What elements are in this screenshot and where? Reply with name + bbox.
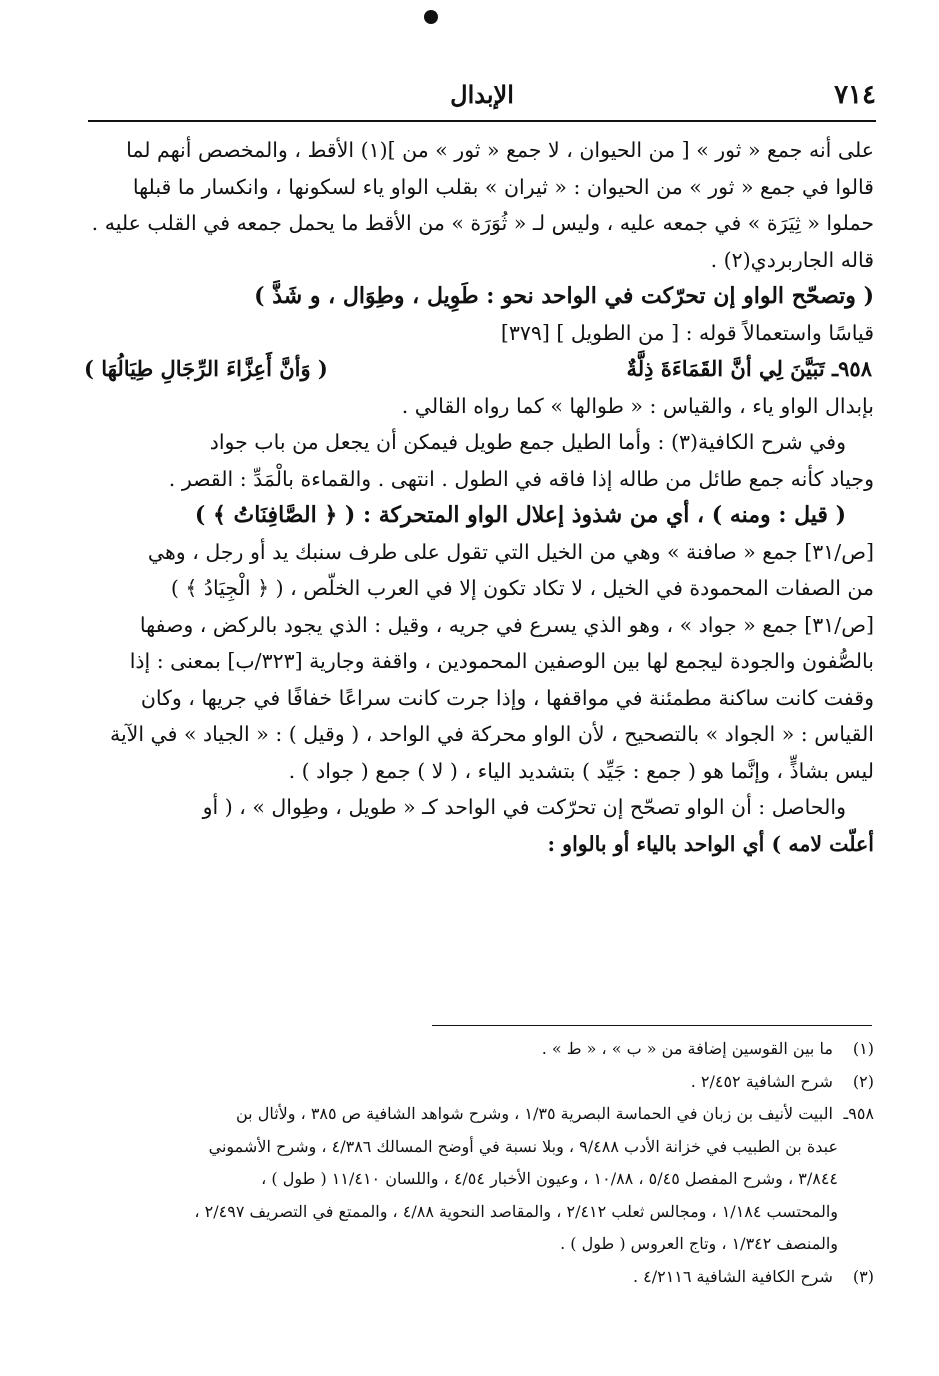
text-line: قاله الجاربردي(٢) . [710,247,874,272]
footnote-number: (٢) [852,1071,874,1091]
text-line: [ص/٣١] جمع « صافنة » وهي من الخيل التي تقول على طرف سنبك يد أو رجل ، وهي [147,539,874,564]
text-line: بالصُّفون والجودة ليجمع لها بين الوصفين المحمودين ، واقفة وجارية [٣٢٣/ب] بمعنى : إذا [129,649,874,673]
footnote-number: ٩٥٨ـ [843,1104,874,1123]
footnote [84,1261,874,1294]
header-rule [88,120,876,122]
text-line: القياس : « الجواد » بالتصحيح ، لأن الواو محركة في الواحد ، ( وقيل ) : « الجياد » في الآية [109,722,874,746]
footnote-continuation [84,1131,874,1164]
footnote-rule [432,1025,872,1026]
text-line: أعلّت لامه ) أي الواحد بالياء أو بالواو : [547,831,874,856]
footnote [84,1098,874,1131]
text-line: بإبدال الواو ياء ، والقياس : « طوالها » كما رواه القالي . [401,393,874,418]
footnote-continuation [84,1163,874,1196]
footnote-text: شرح الشافية ٢/٤٥٢ . [690,1071,833,1091]
footnote-continuation [84,1228,874,1261]
text-line: [ص/٣١] جمع « جواد » ، وهو الذي يسرع في جريه ، وقيل : الذي يجود بالركض ، وصفها [139,612,874,637]
text-line: على أنه جمع « ثور » [ من الحيوان ، لا جمع « ثور » من ](١) الأقط ، والمخصص أنهم لما [126,138,874,162]
footnote-text: والمنصف ١/٣٤٢ ، وتاج العروس ( طول ) . [560,1234,838,1253]
footnote-text: البيت لأنيف بن زبان في الحماسة البصرية ١/٣٥ ، وشرح شواهد الشافية ص ٣٨٥ ، ولأثال بن [235,1104,833,1123]
page-number: ٧١٤ [834,80,876,110]
verse-second-hemistich: ( وَأنَّ أَعِزَّاءَ الرِّجَالِ طِيَالُهَا ) [84,356,328,381]
poetry-verse [84,351,874,388]
footnote-number: (٣) [852,1266,874,1286]
footnote-text: عبدة بن الطبيب في خزانة الأدب ٩/٤٨٨ ، وبلا نسبة في أوضح المسالك ٤/٣٨٦ ، وشرح الأشموني [208,1136,838,1156]
footnote [84,1066,874,1099]
top-dot-mark [424,10,438,24]
matn-line: ( وتصحّح الواو إن تحرّكت في الواحد نحو : طَوِيل ، وطِوَال ، و شَذَّ ) [254,283,874,309]
matn-line: ( قيل : ومنه ) ، أي من شذوذ إعلال الواو المتحركة : ( ﴿ الصَّافِنَاتُ ﴾ ) [194,502,846,528]
text-line: وفي شرح الكافية(٣) : وأما الطيل جمع طويل فيمكن أن يجعل من باب جواد [209,430,846,454]
text-line: والحاصل : أن الواو تصحّح إن تحرّكت في الواحد كـ « طويل ، وطِوال » ، ( أو [202,795,846,819]
footnote-text: والمحتسب ١/١٨٤ ، ومجالس ثعلب ٢/٤١٢ ، والمقاصد النحوية ٤/٨٨ ، والممتع في التصريف ٢/٤٩٧ ، [194,1201,838,1221]
footnotes [84,1033,874,1293]
text-line: من الصفات المحمودة في الخيل ، لا تكاد تكون إلا في العرب الخلّص ، ( ﴿ الْجِيَادُ ﴾ ) [170,576,874,600]
footnote-text: ٣/٨٤٤ ، وشرح المفصل ٥/٤٥ ، ١٠/٨٨ ، وعيون الأخبار ٤/٥٤ ، واللسان ١١/٤١٠ ( طول ) ، [261,1169,838,1188]
footnote-continuation [84,1196,874,1229]
text-line: وقفت كانت ساكنة مطمئنة في مواقفها ، وإذا جرت كانت سراعًا خفافًا في جريها ، وكان [140,685,874,710]
text-line: قالوا في جمع « ثور » من الحيوان : « ثيران » بقلب الواو ياء لسكونها ، وانكسار ما قبلها [132,174,874,199]
footnote-number: (١) [852,1039,874,1058]
verse-first-hemistich: ٩٥٨ـ تَبَيَّنَ لِي أنَّ القَمَاءَةَ ذِلَّةٌ [626,356,872,381]
footnote [84,1033,874,1066]
text-line: وجياد كأنه جمع طائل من طاله إذا فاقه في الطول . انتهى . والقماءة بالْمَدِّ : القصر . [168,466,874,491]
text-line: حملوا « ثِيَرَة » في جمعه عليه ، وليس لـ « ثُوَرَة » من الأقط ما يحمل جمعه في القلب عليه . [91,211,874,235]
footnote-text: شرح الكافية الشافية ٤/٢١١٦ . [632,1266,833,1286]
text-line: قياسًا واستعمالاً قوله : [ من الطويل ] [٣٧٩] [500,320,874,345]
text-line: ليس بشاذٍّ ، وإنَّما هو ( جمع : جَيِّد ) بتشديد الياء ، ( لا ) جمع ( جواد ) . [288,758,874,783]
page-header [88,80,876,116]
main-text [84,132,874,862]
running-title: الإبدال [450,80,514,109]
footnote-text: ما بين القوسين إضافة من « ب » ، « ط » . [541,1039,833,1058]
